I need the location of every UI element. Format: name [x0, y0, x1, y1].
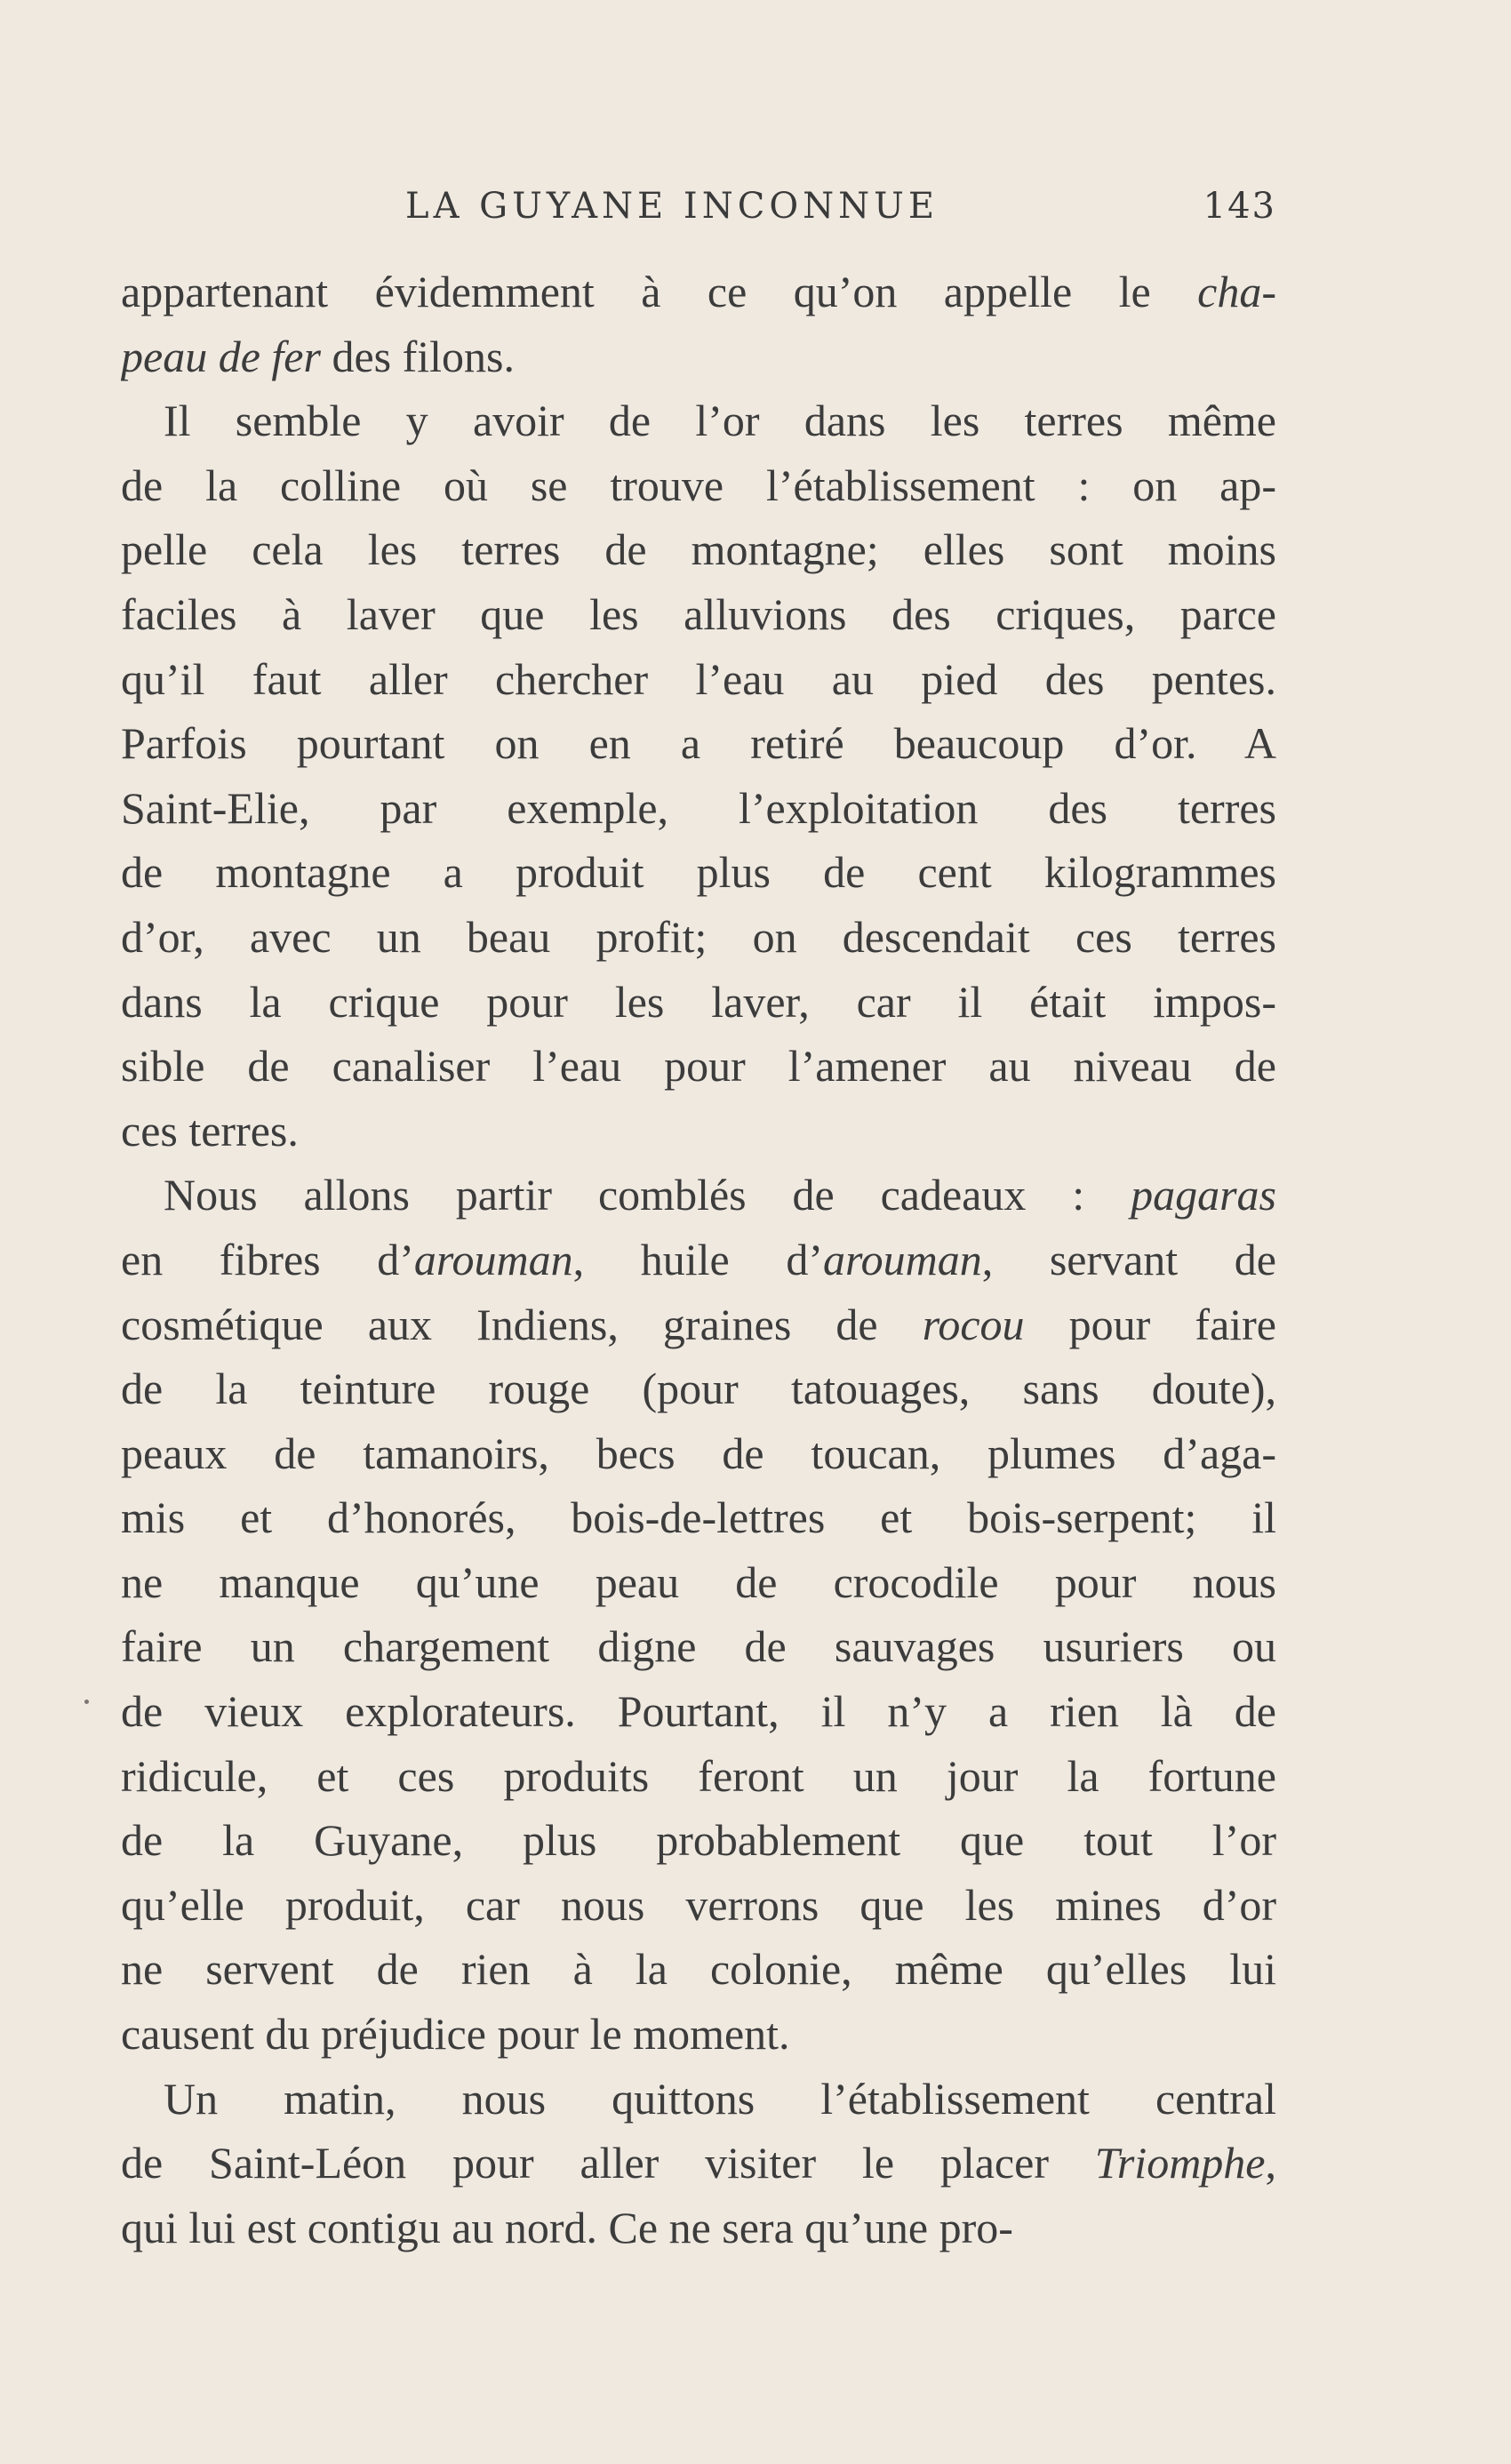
text-run: sible de canaliser l’eau pour l’amener au niveau de [121, 1041, 1276, 1092]
paragraph [121, 388, 1276, 1163]
body-text [121, 260, 1276, 2260]
italic-run: cha- [1197, 267, 1276, 316]
text-run: Parfois pourtant on en a retiré beaucoup d’or. A [121, 718, 1276, 769]
text-run: ne manque qu’une peau de crocodile pour nous [121, 1556, 1276, 1607]
text-run: , [1265, 2138, 1276, 2188]
text-line [121, 2002, 1276, 2067]
text-line [121, 711, 1276, 776]
text-run: , servant de [981, 1234, 1276, 1284]
text-run: ces terres. [121, 1105, 299, 1156]
text-line [121, 2067, 1276, 2132]
text-line [121, 776, 1276, 841]
text-run: dans la crique pour les laver, car il était impos- [121, 976, 1276, 1027]
italic-run: pagaras [1131, 1170, 1276, 1220]
text-line [121, 1356, 1276, 1421]
page-header [121, 180, 1276, 233]
text-line [121, 1679, 1276, 1744]
text-run: de Saint-Léon pour aller visiter le placer [121, 2138, 1095, 2188]
text-run: Nous allons partir comblés de cadeaux : [164, 1170, 1131, 1220]
text-run: Il semble y avoir de l’or dans les terres même [164, 396, 1276, 446]
text-run: Saint-Elie, par exemple, l’exploitation des terres [121, 782, 1276, 833]
text-line [121, 453, 1276, 518]
text-line [121, 1421, 1276, 1486]
text-run: pelle cela les terres de montagne; elles sont moins [121, 524, 1276, 575]
text-line [121, 1485, 1276, 1550]
text-run: , huile d’ [572, 1234, 823, 1284]
text-line [121, 582, 1276, 647]
paragraph [121, 260, 1276, 388]
italic-run: rocou [922, 1299, 1025, 1349]
text-line [121, 1937, 1276, 2002]
text-line [121, 1808, 1276, 1873]
text-run: de la teinture rouge (pour tatouages, sans doute), [121, 1364, 1276, 1414]
text-run: causent du préjudice pour le moment. [121, 2009, 790, 2060]
text-line [121, 1292, 1276, 1357]
text-line [121, 2196, 1276, 2260]
text-run: des filons. [320, 331, 515, 381]
text-line [121, 517, 1276, 582]
text-run: faire un chargement digne de sauvages usuriers ou [121, 1621, 1276, 1672]
text-run: de la Guyane, plus probablement que tout l’or [121, 1815, 1276, 1866]
text-run: qu’il faut aller chercher l’eau au pied des pentes. [121, 653, 1276, 704]
text-run: d’or, avec un beau profit; on descendait ces terres [121, 911, 1276, 962]
text-line [121, 388, 1276, 453]
text-run: de montagne a produit plus de cent kilogrammes [121, 847, 1276, 898]
text-run: ne servent de rien à la colonie, même qu’elles lui [121, 1944, 1276, 1995]
text-run: pour faire [1024, 1299, 1276, 1349]
text-line [121, 1034, 1276, 1099]
page-number: 143 [1203, 186, 1276, 227]
text-run: en fibres d’ [121, 1234, 414, 1284]
text-run: faciles à laver que les alluvions des criques, parce [121, 588, 1276, 639]
italic-run: Triomphe [1094, 2138, 1266, 2188]
italic-run: arouman [822, 1234, 982, 1284]
text-line [121, 905, 1276, 970]
text-line [121, 1228, 1276, 1292]
text-line [121, 2131, 1276, 2196]
text-line [121, 260, 1276, 324]
text-run: ridicule, et ces produits feront un jour la fortune [121, 1750, 1276, 1801]
print-speck [84, 1700, 89, 1704]
paragraph [121, 1163, 1276, 2066]
text-line [121, 324, 1276, 389]
paragraph [121, 2067, 1276, 2260]
text-line [121, 1873, 1276, 1938]
text-run: peaux de tamanoirs, becs de toucan, plumes d’aga- [121, 1428, 1276, 1478]
text-line [121, 1550, 1276, 1615]
text-line [121, 1163, 1276, 1228]
text-line [121, 1614, 1276, 1679]
italic-run: arouman [413, 1234, 573, 1284]
text-run: de la colline où se trouve l’établissement : on ap- [121, 460, 1276, 510]
text-run: cosmétique aux Indiens, graines de [121, 1299, 923, 1349]
text-run: qui lui est contigu au nord. Ce ne sera qu’une pro- [121, 2202, 1013, 2252]
text-run: de vieux explorateurs. Pourtant, il n’y a rien là de [121, 1686, 1276, 1737]
text-line [121, 970, 1276, 1035]
text-run: mis et d’honorés, bois-de-lettres et bois-serpent; il [121, 1492, 1276, 1543]
text-run: appartenant évidemment à ce qu’on appelle le [121, 267, 1198, 316]
text-run: Un matin, nous quittons l’établissement central [164, 2073, 1276, 2124]
running-title: LA GUYANE INCONNUE [405, 186, 939, 227]
italic-run: peau de fer [121, 331, 321, 381]
text-line [121, 1099, 1276, 1164]
text-line [121, 647, 1276, 712]
text-line [121, 840, 1276, 905]
text-run: qu’elle produit, car nous verrons que les mines d’or [121, 1879, 1276, 1930]
text-line [121, 1744, 1276, 1809]
